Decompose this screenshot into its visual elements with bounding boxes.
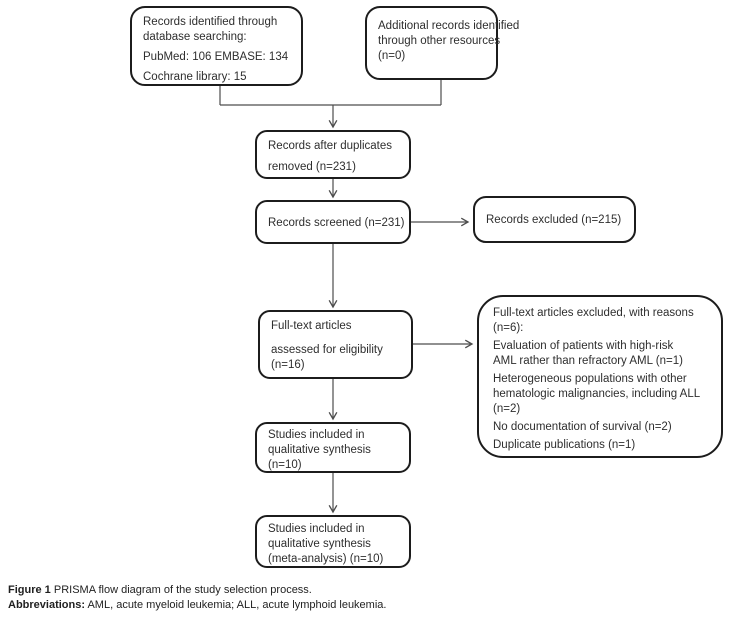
box-text-line: database searching: [143,31,247,43]
abbreviations-text: AML, acute myeloid leukemia; ALL, acute lymphoid leukemia. [87,599,387,611]
box-text-line: (n=6): [493,322,524,334]
box-text-line: Cochrane library: 15 [143,71,247,83]
figure-text: PRISMA flow diagram of the study selection process. [53,584,312,596]
abbreviations-label: Abbreviations: [8,599,86,611]
box-text-line: Studies included in [268,523,365,535]
box-text-line: (n=2) [493,403,521,415]
flow-box-meta-analysis [255,515,411,568]
flow-box-fulltext-excluded-reasons [477,295,723,458]
flow-box-fulltext-assessed [258,310,413,379]
box-text-line: qualitative synthesis [268,444,371,456]
flow-box-records-screened [255,200,411,244]
box-text-line: (meta-analysis) (n=10) [268,553,384,565]
box-text-line: AML rather than refractory AML (n=1) [493,355,683,367]
box-text-line: Records identified through [143,16,278,28]
box-text-line: through other resources [378,35,501,47]
reason-item [493,339,715,369]
box-text-line: Heterogeneous populations with other [493,373,687,385]
box-text-line: Records excluded (n=215) [486,214,622,226]
flow-box-additional-records [365,6,520,80]
flow-box-qualitative-synthesis [255,422,411,473]
figure-label: Figure 1 [8,584,51,596]
reason-item [493,438,715,453]
flow-box-records-excluded [473,196,636,243]
box-text-line: No documentation of survival (n=2) [493,421,672,433]
box-text-line: PubMed: 106 EMBASE: 134 [143,51,289,63]
box-text-line: Full-text articles [271,320,352,332]
box-text-line: removed (n=231) [268,161,356,173]
box-text-line: Records screened (n=231) [268,216,405,229]
box-text-line: (n=0) [378,50,406,62]
box-text-line: Studies included in [268,429,365,441]
box-text-line: assessed for eligibility [271,344,383,356]
flow-box-records-after-duplicates [255,130,411,179]
box-text-line: qualitative synthesis [268,538,371,550]
reason-item [493,420,715,435]
box-text-line: Additional records identified [378,20,520,32]
flow-box-records-identified [130,6,303,86]
box-text-line: Duplicate publications (n=1) [493,439,636,451]
box-text-line: Records after duplicates [268,140,393,152]
box-text-line: (n=16) [271,359,305,371]
box-text-line: hematologic malignancies, including ALL [493,388,701,400]
caption-line-figure [8,583,386,598]
box-text-line: (n=10) [268,459,302,471]
box-text-line: Full-text articles excluded, with reasons [493,307,694,319]
reason-item [493,372,715,417]
box-text-line: Evaluation of patients with high-risk [493,340,674,352]
caption-line-abbreviations [8,598,386,613]
figure-caption [8,583,386,613]
reasons-title [493,306,715,336]
